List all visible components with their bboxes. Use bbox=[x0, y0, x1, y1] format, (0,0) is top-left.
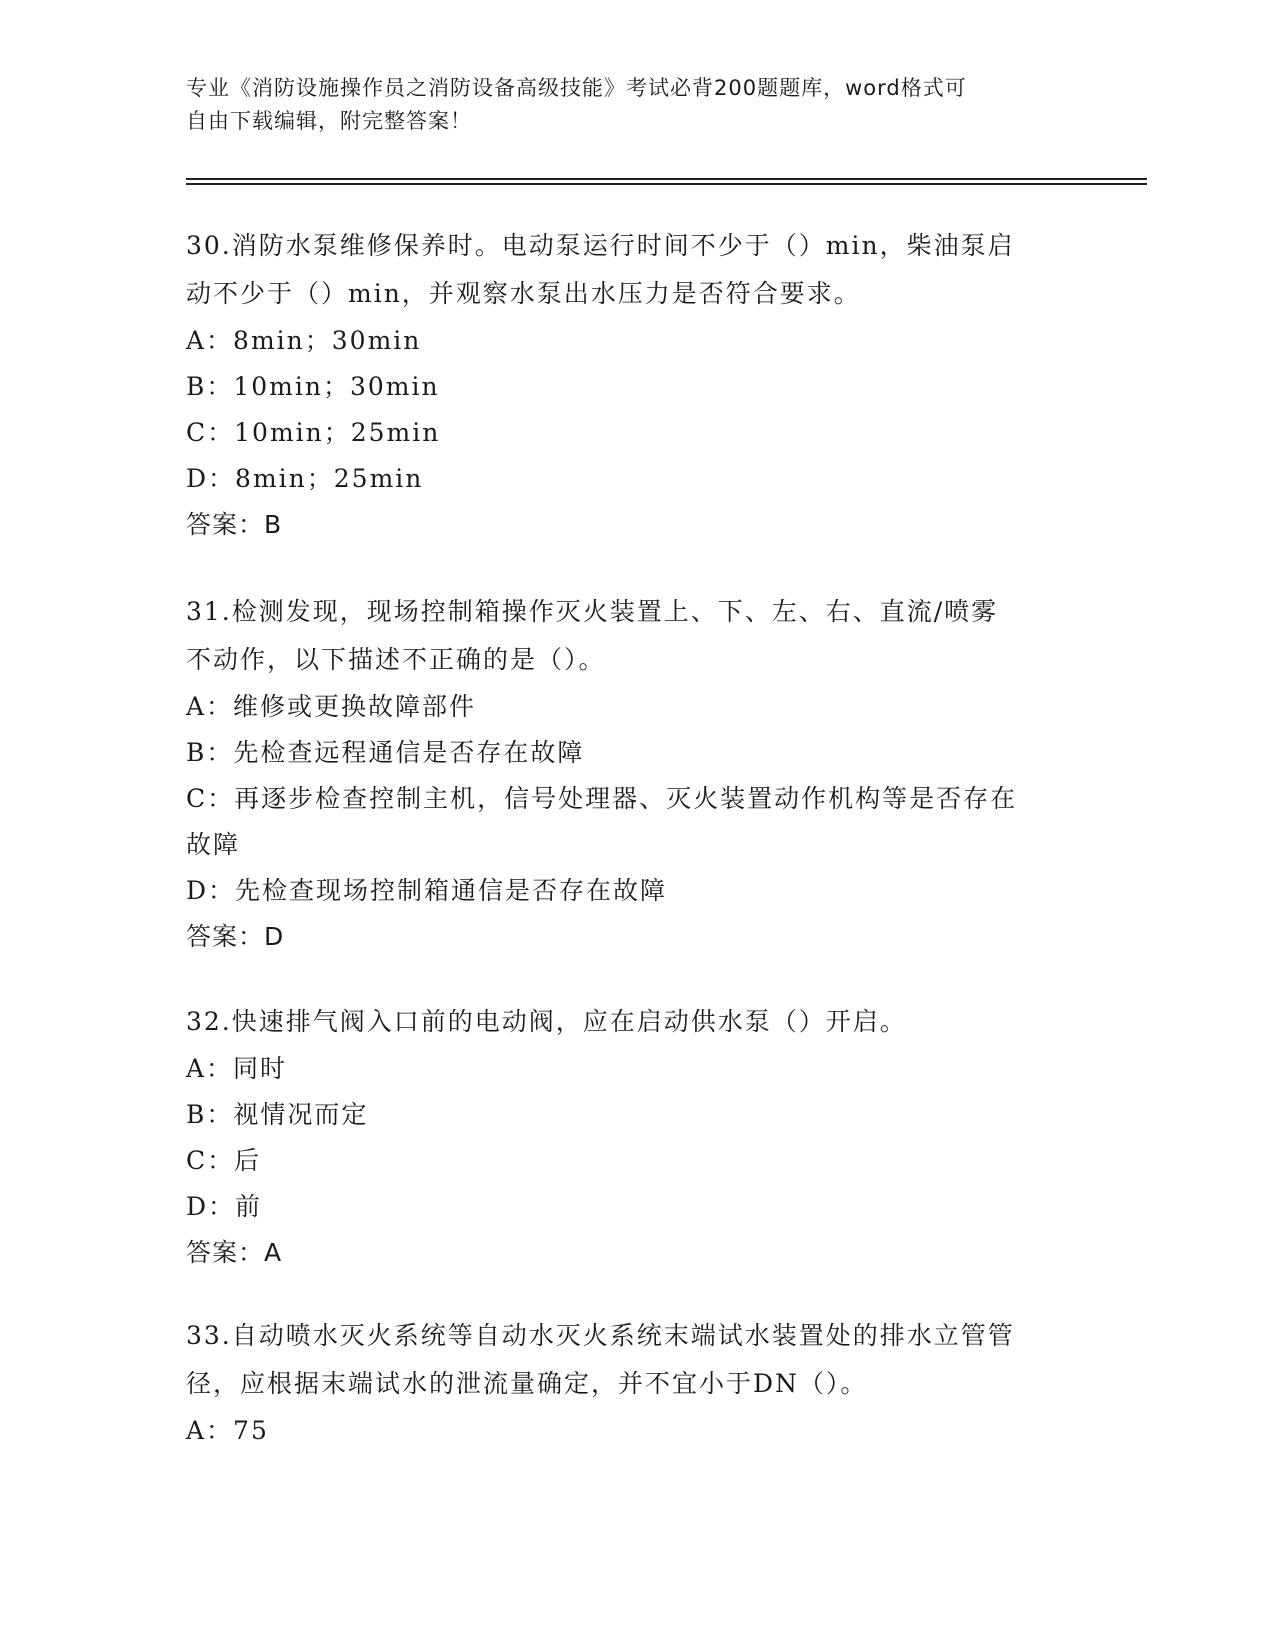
answer: 答案：D bbox=[186, 922, 285, 951]
option-b: B：视情况而定 bbox=[186, 1100, 369, 1129]
option-d: D：8min；25min bbox=[186, 464, 424, 493]
answer: 答案：A bbox=[186, 1238, 283, 1267]
question-stem-line: 33.自动喷水灭火系统等自动水灭火系统末端试水装置处的排水立管管 bbox=[186, 1321, 1015, 1350]
document-header bbox=[186, 72, 1066, 138]
question-stem-line: 径，应根据末端试水的泄流量确定，并不宜小于DN（）。 bbox=[186, 1369, 868, 1398]
question-stem-line: 32.快速排气阀入口前的电动阀，应在启动供水泵（）开启。 bbox=[186, 1007, 907, 1036]
question-32 bbox=[186, 998, 1076, 1276]
option-c: C：10min；25min bbox=[186, 418, 441, 447]
question-stem-line: 不动作，以下描述不正确的是（）。 bbox=[186, 645, 606, 674]
option-a: A：8min；30min bbox=[186, 326, 422, 355]
question-stem-line: 动不少于（）min，并观察水泵出水压力是否符合要求。 bbox=[186, 279, 861, 308]
option-b: B：10min；30min bbox=[186, 372, 440, 401]
option-c: C：再逐步检查控制主机，信号处理器、灭火装置动作机构等是否存在 bbox=[186, 784, 1018, 813]
header-line-2: 自由下载编辑，附完整答案！ bbox=[186, 109, 472, 133]
option-c: C：后 bbox=[186, 1146, 262, 1175]
header-line-1: 专业《消防设施操作员之消防设备高级技能》考试必背200题题库，word格式可 bbox=[186, 76, 967, 100]
question-30 bbox=[186, 222, 1076, 548]
option-b: B：先检查远程通信是否存在故障 bbox=[186, 738, 585, 767]
option-c-continued: 故障 bbox=[186, 830, 241, 859]
question-31 bbox=[186, 588, 1076, 960]
option-a: A：75 bbox=[186, 1416, 269, 1445]
header-divider-bottom bbox=[186, 183, 1147, 185]
header-divider-top bbox=[186, 178, 1147, 180]
question-stem-line: 30.消防水泵维修保养时。电动泵运行时间不少于（）min，柴油泵启 bbox=[186, 231, 1015, 260]
question-stem-line: 31.检测发现，现场控制箱操作灭火装置上、下、左、右、直流/喷雾 bbox=[186, 597, 999, 626]
answer: 答案：B bbox=[186, 510, 283, 539]
option-a: A：同时 bbox=[186, 1054, 288, 1083]
option-d: D：先检查现场控制箱通信是否存在故障 bbox=[186, 876, 668, 905]
option-d: D：前 bbox=[186, 1192, 263, 1221]
question-33 bbox=[186, 1312, 1076, 1454]
option-a: A：维修或更换故障部件 bbox=[186, 692, 477, 721]
